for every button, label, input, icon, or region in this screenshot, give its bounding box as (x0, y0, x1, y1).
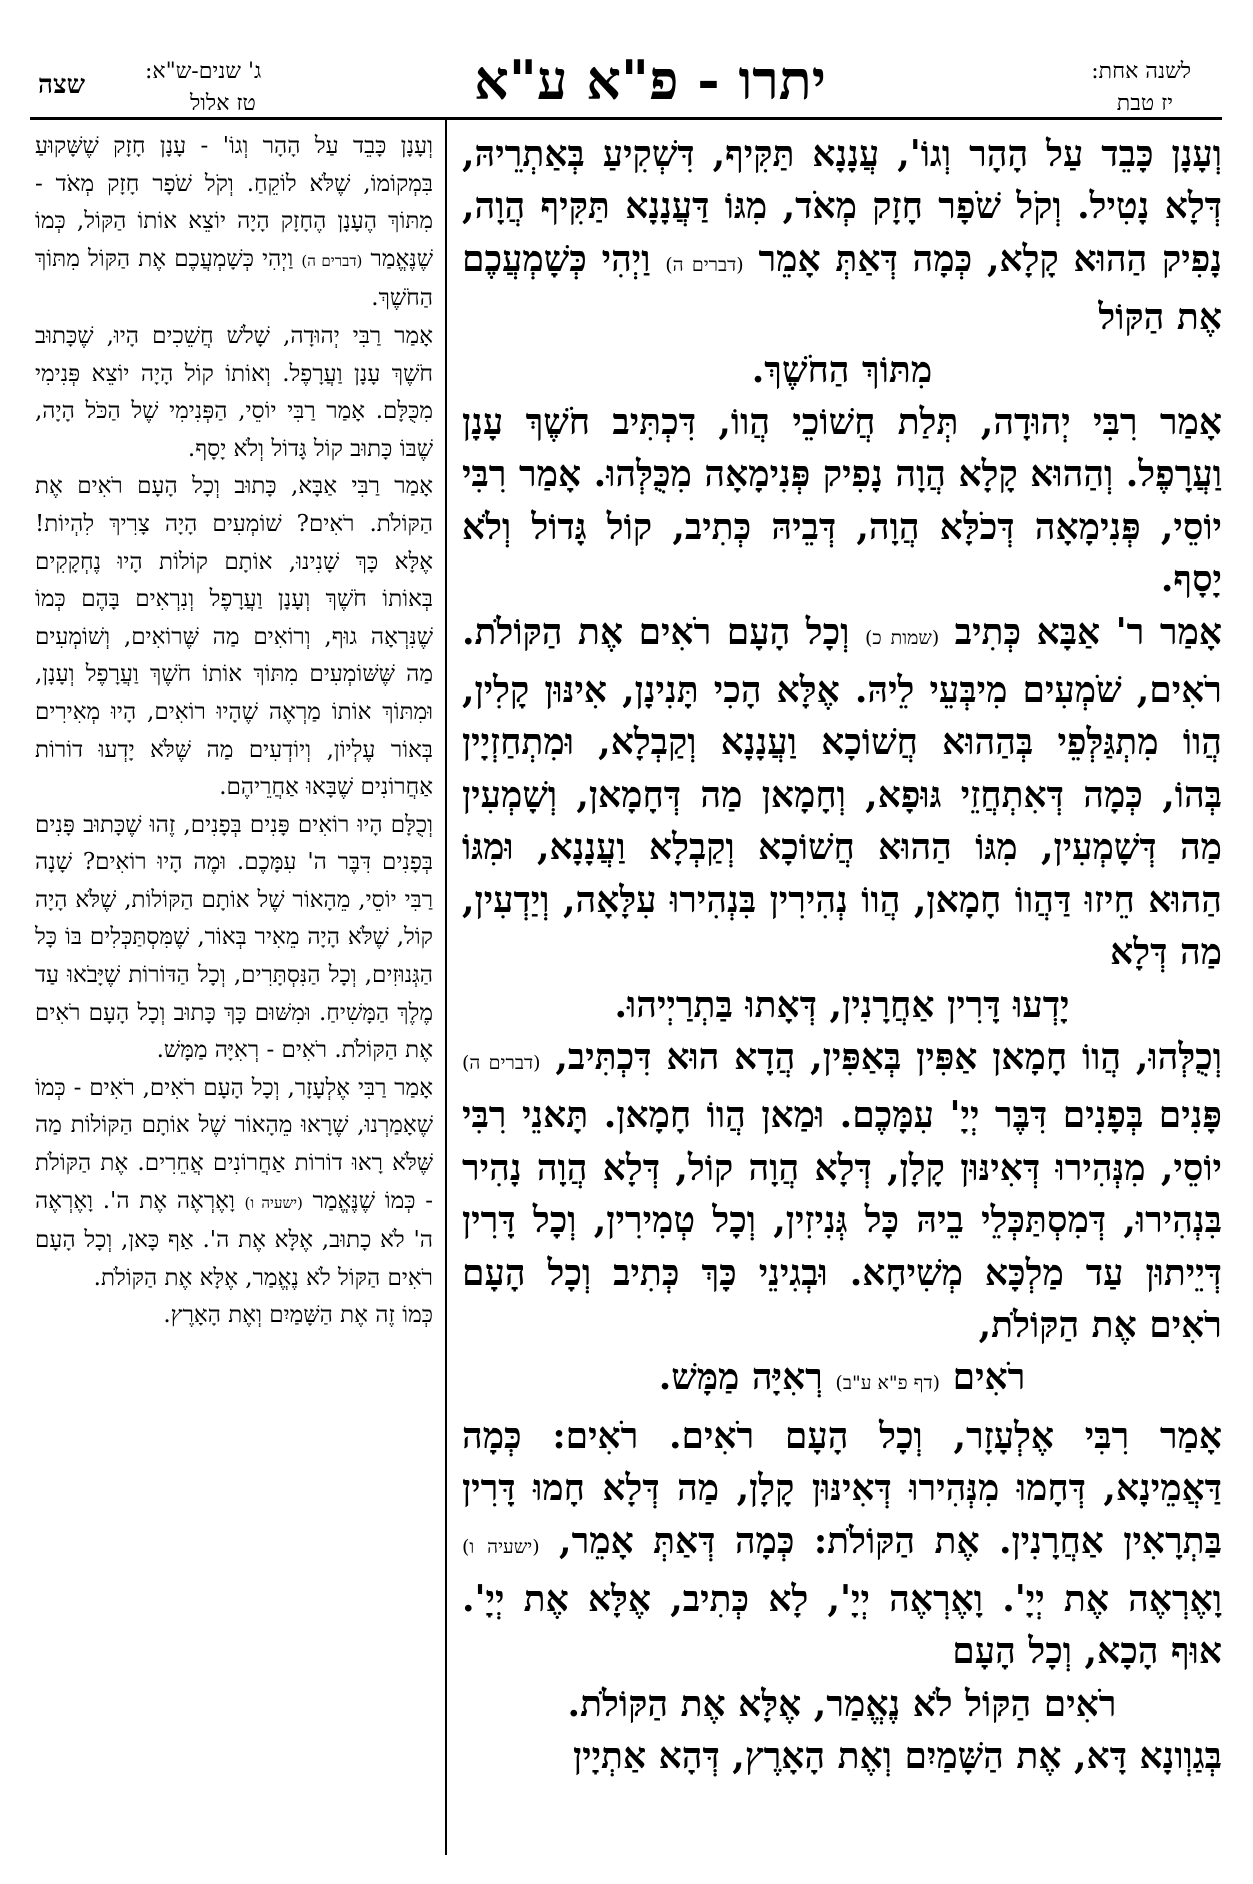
page-header (0, 0, 1253, 125)
citation: (דברים ה) (665, 253, 744, 276)
citation: (דברים ה) (462, 1051, 541, 1074)
page-reference: (דף פ"א ע"ב) (835, 1372, 941, 1395)
translation-column (35, 128, 433, 1868)
citation: (ישעיה ו) (244, 1193, 303, 1212)
side-paragraph-4: וְכֻלָּם הָיוּ רוֹאִים פָּנִים בְּפָנִים, זֶהוּ שֶׁכָּתוּב פָּנִים בְּפָנִים דִּבֶּר ה' עִמָּכֶם. וּמֶה הָיוּ רוֹאִים? שָׁנָה רַבִּי יוֹסֵי, מֵהָאוֹר שֶׁל אוֹתָם הַקּוֹלוֹת, שֶׁלֹּא הָיָה קוֹל, שֶׁלֹּא הָיָה מֵאִיר בְּאוֹר, שֶׁמִּסְתַּכְּלִים בּוֹ כָּל הַגְּנוּזִים, וְכָל הַנִּסְתָּרִים, וְכָל הַדּוֹרוֹת שֶׁיָּבֹאוּ עַד מֶלֶךְ הַמָּשִׁיחַ. וּמִשּׁוּם כָּךְ כָּתוּב וְכָל הָעָם רֹאִים אֶת הַקּוֹלֹת. רֹאִים - רְאִיָּה מַמָּשׁ. (35, 811, 433, 1064)
side-paragraph-3: אָמַר רַבִּי אַבָּא, כָּתוּב וְכָל הָעָם רֹאִים אֶת הַקּוֹלֹת. רֹאִים? שׁוֹמְעִים הָיָה צָרִיךְ לִהְיוֹת! אֶלָּא כָּךְ שָׁנִינוּ, אוֹתָם קוֹלוֹת הָיוּ נֶחְקָקִים בְּאוֹתוֹ חֹשֶׁךְ וְעָנָן וַעֲרָפֶל וְנִרְאִים בָּהֶם כְּמוֹ שֶׁנִּרְאָה גוּף, וְרוֹאִים מַה שֶּׁרוֹאִים, וְשׁוֹמְעִים מַה שֶּׁשּׁוֹמְעִים מִתּוֹךְ אוֹתוֹ חֹשֶׁךְ וַעֲרָפֶל וְעָנָן, וּמִתּוֹךְ אוֹתוֹ מַרְאֶה שֶׁהָיוּ רוֹאִים, הָיוּ מְאִירִים בְּאוֹר עֶלְיוֹן, וְיוֹדְעִים מַה שֶּׁלֹּא יָדְעוּ דוֹרוֹת אַחֲרוֹנִים שֶׁבָּאוּ אַחֲרֵיהֶם. (35, 473, 433, 801)
main-paragraph-3-end: יָדְעוּ דָּרִין אַחֲרָנִין, דְּאָתוּ בַּתְרַיְיהוּ. (614, 983, 1070, 1026)
main-paragraph-5: אָמַר רִבִּי אֶלְעָזָר, וְכָל הָעָם רֹאִים. רֹאִים: כְּמָה דַּאֲמֵינָא, דְּחָמוּ מִנְּהִירוּ דְּאִינּוּן קָלָן, מַה דְּלָא חָמוּ דָּרִין בַּתְרָאִין אַחֲרָנִין. אֶת הַקּוֹלֹת: כְּמָה דְּאַתְּ אָמֵר, (ישעיה ו) וָאֶרְאֶה אֶת יְיָ'. וָאֶרְאֶה יְיָ', לָא כְּתִיב, אֶלָּא אֶת יְיָ'. אוּף הָכָא, וְכָל הָעָם (462, 1414, 1222, 1673)
citation: (ישעיה ו) (462, 1535, 540, 1558)
main-paragraph-6: בְּגַוְונָא דָּא, אֶת הַשָּׁמַיִם וְאֶת הָאָרֶץ, דְּהָא אַתְיָין (572, 1735, 1222, 1778)
main-paragraph-2: אָמַר רִבִּי יְהוּדָה, תְּלַת חֲשׁוֹכֵי הֲווֹ, דִּכְתִּיב חֹשֶׁךְ עָנָן וַעֲרָפֶל. וְהַהוּא קָלָא הֲוָה נָפִיק פְּנִימָאָה מִכֻּלְּהוּ. אָמַר רִבִּי יוֹסֵי, פְּנִימָאָה דְּכֹלָּא הֲוָה, דְּבֵיהּ כְּתִיב, קוֹל גָּדוֹל וְלֹא יָסָף. (462, 401, 1222, 601)
column-divider (445, 120, 447, 1855)
citation: (דברים ה) (301, 251, 363, 270)
main-text-column (462, 128, 1222, 1868)
side-paragraph-6: כְּמוֹ זֶה אֶת הַשָּׁמַיִם וְאֶת הָאָרֶץ. (163, 1302, 433, 1329)
schedule-three-year-date: טז אלול (190, 91, 256, 116)
side-paragraph-2: אָמַר רַבִּי יְהוּדָה, שָׁלֹשׁ חֲשֵׁכִים הָיוּ, שֶׁכָּתוּב חֹשֶׁךְ עָנָן וַעֲרָפֶל. וְאוֹתוֹ קוֹל הָיָה יוֹצֵא פְּנִימִי מִכֻּלָּם. אָמַר רַבִּי יוֹסֵי, הַפְּנִימִי שֶׁל הַכֹּל הָיָה, שֶׁבּוֹ כָּתוּב קוֹל גָּדוֹל וְלֹא יָסָף. (35, 322, 433, 462)
page-title: יתרו - פ"א ע"א (474, 48, 826, 112)
side-paragraph-1: וְעָנָן כָּבֵד עַל הָהָר וְגוֹ' - עָנָן חָזָק שֶׁשָּׁקוּעַ בִּמְקוֹמוֹ, שֶׁלֹּא לוֹקֵחַ. וְקֹל שֹׁפָר חָזָק מְאֹד - מִתּוֹךְ הֶעָנָן הֶחָזָק הָיָה יוֹצֵא אוֹתוֹ הַקּוֹל, כְּמוֹ שֶׁנֶּאֱמַר (דברים ה) וַיְהִי כְּשָׁמְעֲכֶם אֶת הַקּוֹל מִתּוֹךְ הַחֹשֶׁךְ. (35, 133, 433, 312)
main-paragraph-1-end: מִתּוֹךְ הַחֹשֶׁךְ. (751, 348, 933, 391)
schedule-one-year-date: יז טבת (1116, 91, 1173, 116)
header-divider (30, 117, 1222, 120)
side-paragraph-5: אָמַר רַבִּי אֶלְעָזָר, וְכָל הָעָם רֹאִים, רֹאִים - כְּמוֹ שֶׁאָמַרְנוּ, שֶׁרָאוּ מֵהָאוֹר שֶׁל אוֹתָם הַקּוֹלוֹת מַה שֶּׁלֹּא רָאוּ דוֹרוֹת אַחֲרוֹנִים אֲחֵרִים. אֶת הַקּוֹלֹת - כְּמוֹ שֶׁנֶּאֱמַר (ישעיה ו) וָאֶרְאֶה אֶת ה'. וָאֶרְאֶה ה' לֹא כָתוּב, אֶלָּא אֶת ה'. אַף כָּאן, וְכָל הָעָם רֹאִים הַקּוֹל לֹא נֶאֱמַר, אֶלָּא אֶת הַקּוֹלֹת. (35, 1074, 433, 1291)
main-paragraph-3: אָמַר ר' אַבָּא כְּתִיב (שמות כ) וְכָל הָעָם רֹאִים אֶת הַקּוֹלֹת. רֹאִים, שֹׁמְעִים מִיבְּעֵי לֵיהּ. אֶלָּא הָכִי תָּנִינָן, אִינּוּן קָלִין, הֲווֹ מִתְגַּלְּפֵי בְּהַהוּא חֲשׁוֹכָא וַעֲנָנָא וְקַבְלָא, וּמִתְחַזְיָין בְּהוֹ, כְּמָה דְּאִתְחֲזֵי גּוּפָא, וְחָמָאן מַה דְּחָמָאן, וְשָׁמְעִין מַה דְּשָׁמְעִין, מִגּוֹ הַהוּא חֲשׁוֹכָא וְקַבְלָא וַעֲנָנָא, וּמִגּוֹ הַהוּא חֵיזוּ דַּהֲווֹ חָמָאן, הֲווֹ נְהִירִין בִּנְהִירוּ עִלָּאָה, וְיַדְעִין, מַה דְּלָא (462, 610, 1222, 974)
main-paragraph-1: וְעָנָן כָּבֵד עַל הָהָר וְגוֹ', עֲנָנָא תַּקִּיף, דִּשְׁקִיעַ בְּאַתְרֵיהּ, דְּלָא נָטִיל. וְקֹל שֹׁפָר חָזָק מְאֹד, מִגּוֹ דַּעֲנָנָא תַּקִּיף הֲוָה, נָפִיק הַהוּא קָלָא, כְּמָה דְּאַתְּ אָמֵר (דברים ה) וַיְהִי כְּשָׁמְעֲכֶם אֶת הַקּוֹל (462, 133, 1222, 339)
main-paragraph-4-end: רֹאִים (דף פ"א ע"ב) רְאִיָּה מַמָּשׁ. (658, 1356, 1026, 1399)
main-paragraph-4: וְכֻלְּהוּ, הֲווֹ חָמָאן אַפִּין בְּאַפִּין, הֲדָא הוּא דִּכְתִּיב, (דברים ה) פָּנִים בְּפָנִים דִּבֶּר יְיָ' עִמָּכֶם. וּמַאן הֲווֹ חָמָאן. תָּאנֵי רִבִּי יוֹסֵי, מִנְּהִירוּ דְּאִינּוּן קָלָן, דְּלָא הֲוָה קוֹל, דְּלָא הֲוָה נָהִיר בִּנְהִירוּ, דְּמִסְתַּכְּלֵי בֵיהּ כָּל גְּנִיזִין, וְכָל טְמִירִין, וְכָל דָּרִין דְּיֵיתוּן עַד מַלְכָּא מְשִׁיחָא. וּבְגִינֵי כָּךְ כְּתִיב וְכָל הָעָם רֹאִים אֶת הַקּוֹלֹת, (462, 1035, 1222, 1346)
citation: (שמות כ) (864, 626, 940, 649)
schedule-one-year-label: לשנה אחת: (1091, 59, 1191, 84)
page-number: שצה (38, 70, 85, 100)
main-paragraph-5-end: רֹאִים הַקּוֹל לֹא נֶאֱמַר, אֶלָּא אֶת הַקּוֹלֹת. (567, 1682, 1117, 1725)
schedule-three-year-label: ג' שנים-ש"א: (145, 59, 262, 84)
